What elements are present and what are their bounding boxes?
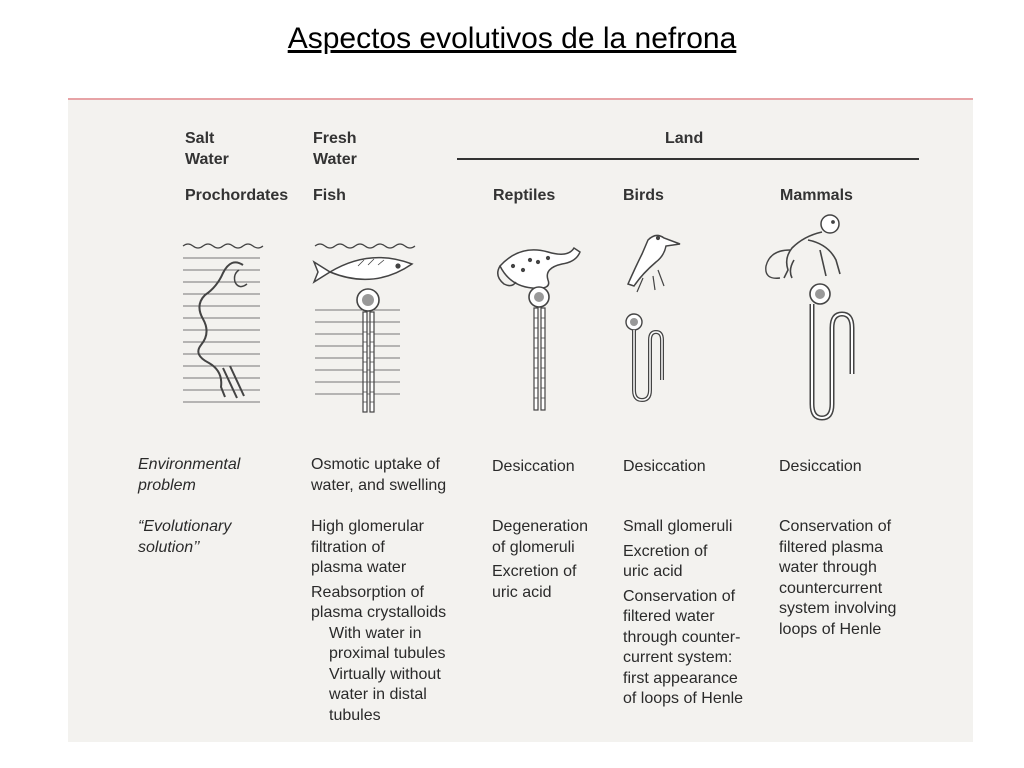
solution-mammals-henle: Conservation of filtered plasma water through countercurrent system involving loops of Henle: [779, 518, 897, 638]
solution-fish-proximal: With water in proximal tubules: [329, 624, 446, 662]
label-fish: Fish: [313, 187, 346, 204]
problem-fish: Osmotic uptake of water, and swelling: [311, 456, 447, 494]
solution-fish-reabsorption: Reabsorption of plasma crystalloids: [311, 583, 447, 621]
solution-reptiles: [492, 517, 588, 603]
solution-reptiles-glomeruli: Degeneration of glomeruli: [492, 518, 589, 556]
diagram-panel: [68, 98, 973, 742]
solution-mammals: [779, 517, 896, 640]
solution-fish: [311, 517, 446, 726]
label-mammals: Mammals: [780, 187, 853, 204]
row-label-environmental-problem: Environmental problem: [138, 456, 241, 494]
problem-reptiles: Desiccation: [492, 458, 575, 475]
reptile-illustration: [498, 248, 580, 410]
solution-fish-filtration: High glomerular filtration of plasma water: [311, 518, 424, 576]
nephron-illustrations: [68, 100, 973, 460]
prochordate-illustration: [183, 244, 263, 402]
solution-birds-henle: Conservation of filtered water through counter- current system: first appearance of loops of Henle: [623, 587, 744, 707]
label-prochordates: Prochordates: [185, 187, 289, 204]
label-birds: Birds: [623, 187, 664, 204]
solution-birds: [623, 517, 743, 710]
problem-birds: Desiccation: [623, 458, 706, 475]
solution-birds-glomeruli: Small glomeruli: [623, 518, 733, 535]
fish-illustration: [314, 244, 415, 412]
header-salt-water: Salt Water: [185, 130, 229, 168]
solution-birds-uric-acid: Excretion of uric acid: [623, 542, 708, 580]
header-fresh-water: Fresh Water: [313, 130, 357, 168]
header-land: Land: [665, 130, 704, 147]
label-reptiles: Reptiles: [493, 187, 556, 204]
solution-fish-distal: Virtually without water in distal tubules: [329, 665, 441, 724]
row-label-evolutionary-solution: “Evolutionary solution’’: [138, 518, 232, 556]
mammal-illustration: [766, 215, 852, 418]
problem-mammals: Desiccation: [779, 458, 862, 475]
slide-title: Aspectos evolutivos de la nefrona: [287, 22, 737, 55]
bird-illustration: [626, 235, 680, 400]
solution-reptiles-uric-acid: Excretion of uric acid: [492, 563, 577, 601]
